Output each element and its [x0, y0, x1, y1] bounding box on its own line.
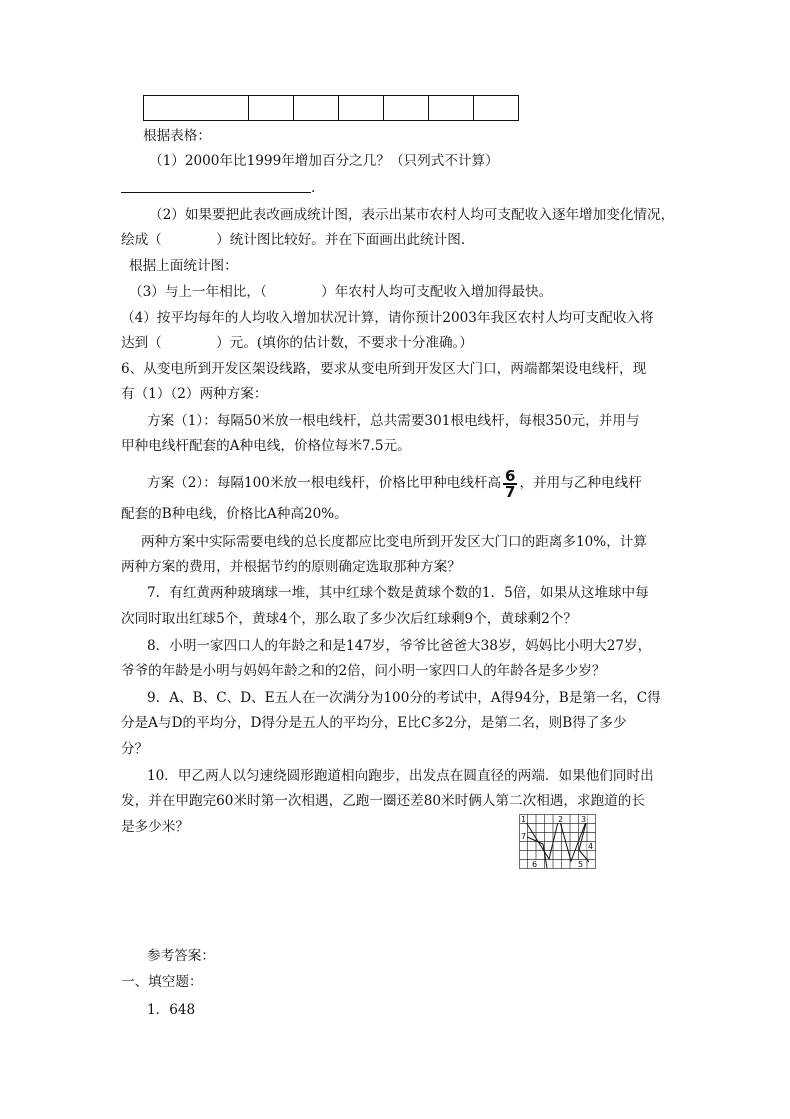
- grid-label-4: 4: [588, 842, 594, 851]
- problem-9-line-1: 9．A、B、C、D、E五人在一次满分为100分的考试中，A得94分，B是第一名，C得: [147, 690, 661, 706]
- grid-label-7: 7: [521, 832, 527, 841]
- chart-note: 根据上面统计图：: [129, 258, 238, 274]
- question-3: （3）与上一年相比，（ ）年农村人均可支配收入增加得最快。: [129, 284, 553, 300]
- plan-2-text-a: 方案（2）：每隔100米放一根电线杆，价格比甲种电线杆高: [147, 475, 502, 491]
- problem-6-requirement-line-2: 两种方案的费用，并根据节约的原则确定选取那种方案？: [121, 559, 461, 575]
- problem-7-line-1: 7．有红黄两种玻璃球一堆，其中红球个数是黄球个数的1．5倍，如果从这堆球中每: [147, 585, 649, 601]
- question-2-line-2: 绘成（ ）统计图比较好。并在下面画出此统计图.: [121, 232, 466, 248]
- grid-label-1: 1: [521, 815, 527, 824]
- question-4-line-1: （4）按平均每年的人均收入增加状况计算，请你预计2003年我区农村人均可支配收入将: [121, 310, 654, 326]
- grid-label-3: 3: [581, 815, 587, 824]
- plan-2-text-b: ，并用与乙种电线杆: [519, 475, 642, 491]
- period: .: [311, 180, 316, 196]
- table-cell: [474, 96, 519, 121]
- section-fill-in-blank: 一、填空题：: [121, 974, 203, 990]
- table-note: 根据表格：: [143, 128, 211, 144]
- problem-6-requirement-line-1: 两种方案中实际需要电线的总长度都应比变电所到开发区大门口的距离多10%，计算: [141, 534, 647, 550]
- grid-label-6: 6: [532, 860, 538, 869]
- answer-1: 1．648: [147, 1002, 196, 1018]
- table-cell: [384, 96, 429, 121]
- table-cell: [249, 96, 294, 121]
- problem-7-line-2: 次同时取出红球5个，黄球4个，那么取了多少次后红球剩9个，黄球剩2个？: [121, 611, 577, 627]
- problem-8-line-2: 爷爷的年龄是小明与妈妈年龄之和的2倍，问小明一家四口人的年龄各是多少岁？: [121, 663, 606, 679]
- problem-9-line-3: 分？: [121, 741, 149, 757]
- plan-1-line-1: 方案（1）：每隔50米放一根电线杆，总共需要301根电线杆，每根350元，并用与: [147, 413, 640, 429]
- problem-6-line-2: 有（1）（2）两种方案：: [121, 386, 268, 402]
- problem-10-line-2: 发，并在甲跑完60米时第一次相遇，乙跑一圈还差80米时俩人第二次相遇，求跑道的长: [121, 793, 645, 809]
- data-table-bottom-row: [143, 95, 519, 121]
- answers-title: 参考答案：: [147, 948, 215, 964]
- problem-6-line-1: 6、从变电所到开发区架设线路，要求从变电所到开发区大门口，两端都架设电线杆，现: [121, 361, 647, 377]
- table-cell: [339, 96, 384, 121]
- table-cell: [429, 96, 474, 121]
- grid-label-5: 5: [578, 860, 584, 869]
- plan-2-line-1: [147, 468, 642, 499]
- problem-9-line-2: 分是A与D的平均分，D得分是五人的平均分，E比C多2分，是第二名，则B得了多少: [121, 715, 627, 731]
- table-cell: [294, 96, 339, 121]
- problem-10-line-1: 10．甲乙两人以匀速绕圆形跑道相向跑步，出发点在圆直径的两端．如果他们同时出: [147, 768, 654, 784]
- question-4-line-2: 达到（ ）元。(填你的估计数，不要求十分准确。）: [121, 335, 473, 351]
- grid-puzzle-figure: [519, 814, 597, 870]
- fraction-numerator: 6: [505, 466, 516, 485]
- question-2-line-1: （2）如果要把此表改画成统计图，表示出某市农村人均可支配收入逐年增加变化情况，: [149, 207, 675, 223]
- question-1: （1）2000年比1999年增加百分之几？（只列式不计算）: [149, 153, 499, 169]
- plan-1-line-2: 甲种电线杆配套的A种电线，价格位每米7.5元。: [121, 438, 411, 454]
- plan-2-line-2: 配套的B种电线，价格比A种高20%。: [121, 506, 348, 522]
- fraction-denominator: 7: [505, 482, 516, 501]
- grid-label-2: 2: [558, 815, 564, 824]
- problem-8-line-1: 8．小明一家四口人的年龄之和是147岁，爷爷比爸爸大38岁，妈妈比小明大27岁，: [147, 638, 652, 654]
- table-cell: [144, 96, 249, 121]
- answer-blank-line: [121, 192, 311, 193]
- problem-10-line-3: 是多少米？: [121, 819, 189, 835]
- fraction-six-sevenths: [503, 466, 517, 501]
